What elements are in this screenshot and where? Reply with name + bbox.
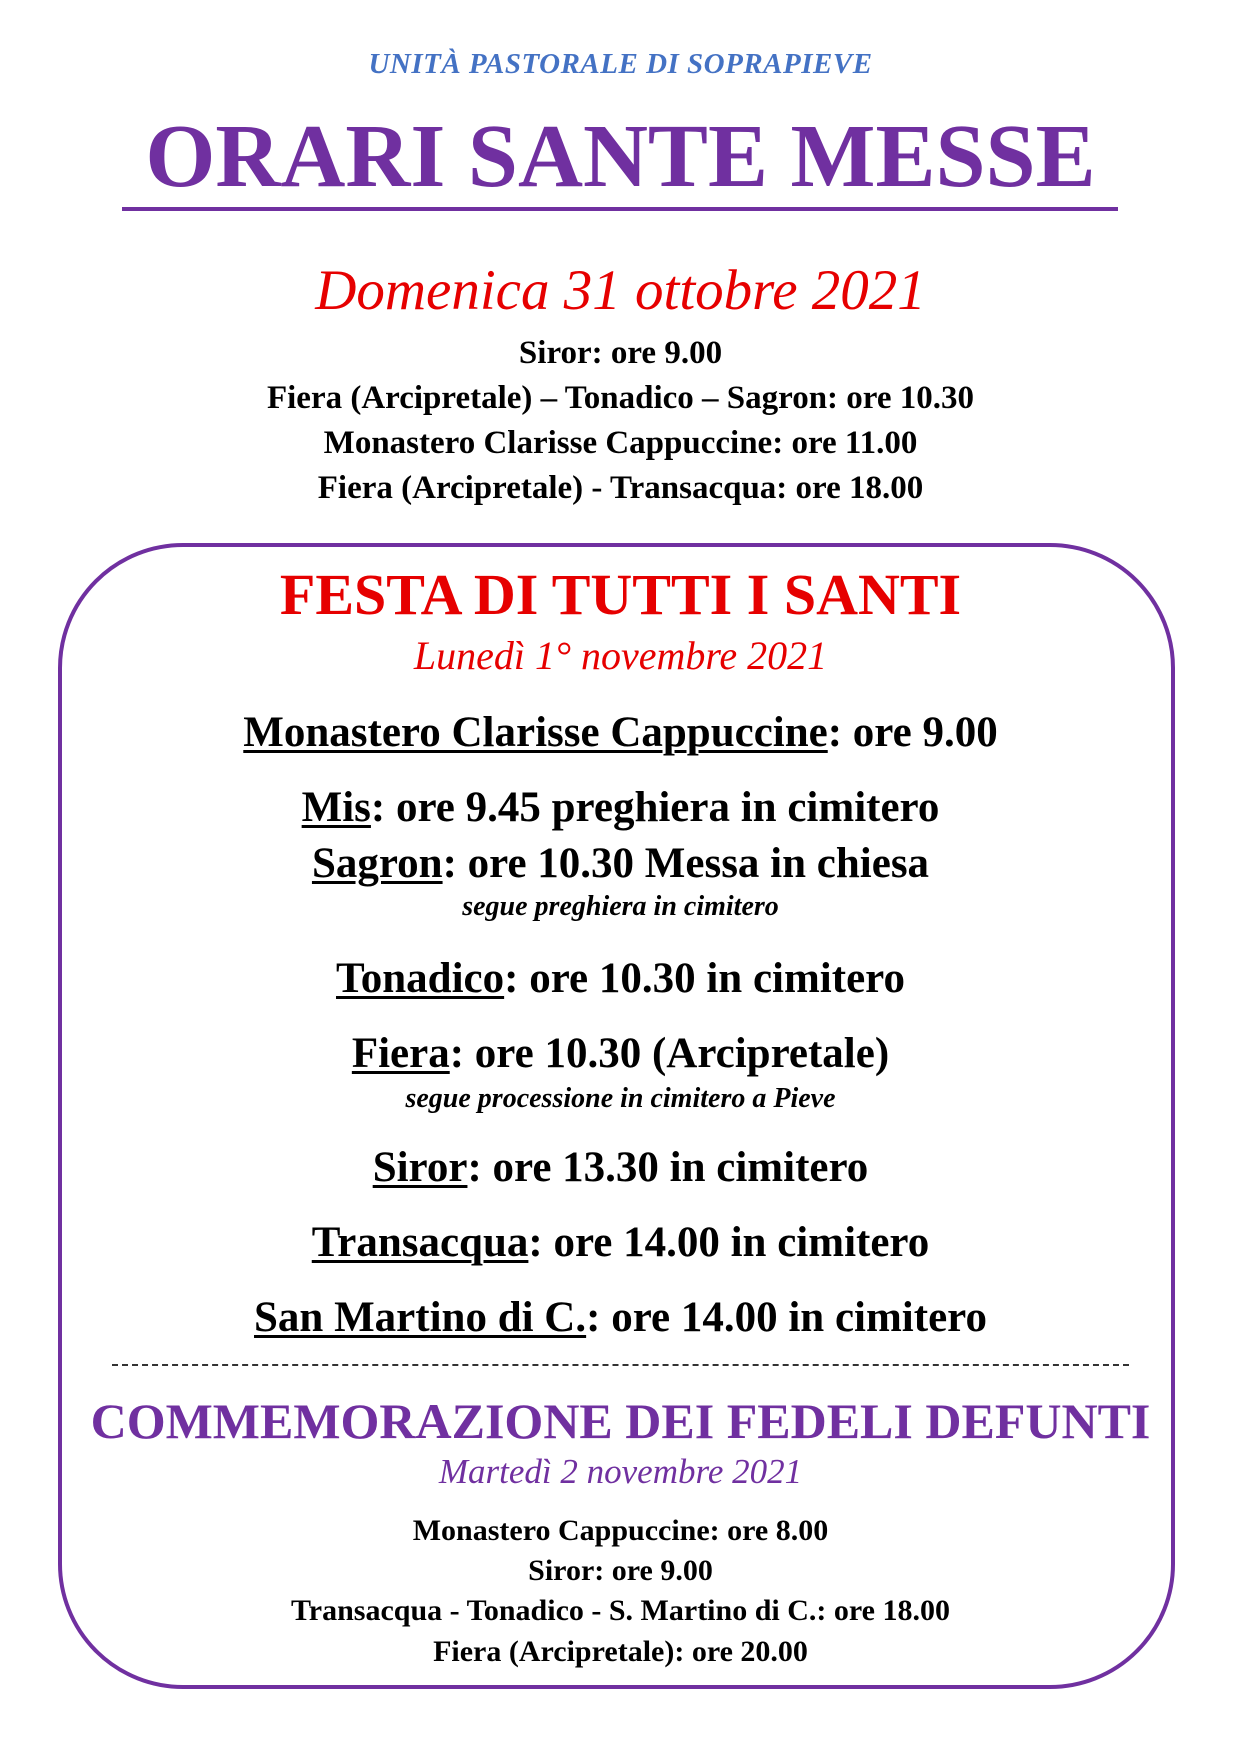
time-mis: : ore 9.45 preghiera in cimitero [370,784,940,831]
sunday-line-1: Siror: ore 9.00 [518,335,723,371]
pastoral-unit-heading: UNITÀ PASTORALE DI SOPRAPIEVE [368,48,873,80]
festa-item-monastero [0,711,1241,754]
place-tonadico: Tonadico [336,955,505,1002]
sunday-line-3: Monastero Clarisse Cappuccine: ore 11.00 [323,425,918,461]
place-sagron: Sagron [311,840,443,887]
time-transacqua: : ore 14.00 in cimitero [528,1219,930,1266]
comm-line-1: Monastero Cappuccine: ore 8.00 [412,1514,829,1547]
festa-item-tonadico [0,957,1241,1000]
comm-line-4: Fiera (Arcipretale): ore 20.00 [433,1635,808,1668]
place-monastero: Monastero Clarisse Cappuccine [243,709,828,756]
place-san-martino: San Martino di C. [254,1294,587,1341]
sunday-line-4: Fiera (Arcipretale) - Transacqua: ore 18.00 [317,470,924,506]
sunday-date: Domenica 31 ottobre 2021 [315,259,926,322]
page-title: ORARI SANTE MESSE [145,107,1096,206]
comm-line-2: Siror: ore 9.00 [528,1554,713,1587]
time-siror: : ore 13.30 in cimitero [467,1144,869,1191]
note-sagron: segue preghiera in cimitero [462,891,779,922]
title-underline [122,207,1118,211]
festa-item-siror [0,1146,1241,1189]
time-san-martino: : ore 14.00 in cimitero [586,1294,987,1341]
time-fiera: : ore 10.30 (Arcipretale) [449,1030,890,1077]
comm-line-3: Transacqua - Tonadico - S. Martino di C.: ore 18.00 [291,1594,950,1627]
place-mis: Mis [301,784,371,831]
dashed-divider [112,1364,1129,1366]
festa-item-mis [0,786,1241,829]
commemorazione-date: Martedì 2 novembre 2021 [438,1452,803,1491]
place-fiera: Fiera [351,1030,450,1077]
note-fiera: segue processione in cimitero a Pieve [405,1083,836,1114]
festa-item-sagron [0,842,1241,885]
place-transacqua: Transacqua [311,1219,529,1266]
place-siror: Siror [372,1144,468,1191]
festa-item-fiera [0,1032,1241,1075]
sunday-line-2: Fiera (Arcipretale) – Tonadico – Sagron: ore 10.30 [266,380,974,416]
festa-item-transacqua [0,1221,1241,1264]
commemorazione-title: COMMEMORAZIONE DEI FEDELI DEFUNTI [90,1393,1151,1449]
festa-date: Lunedì 1° novembre 2021 [413,633,828,678]
time-tonadico: : ore 10.30 in cimitero [504,955,905,1002]
time-monastero: : ore 9.00 [827,709,998,756]
festa-item-san-martino [0,1296,1241,1339]
time-sagron: : ore 10.30 Messa in chiesa [442,840,930,887]
festa-title: FESTA DI TUTTI I SANTI [279,562,962,627]
